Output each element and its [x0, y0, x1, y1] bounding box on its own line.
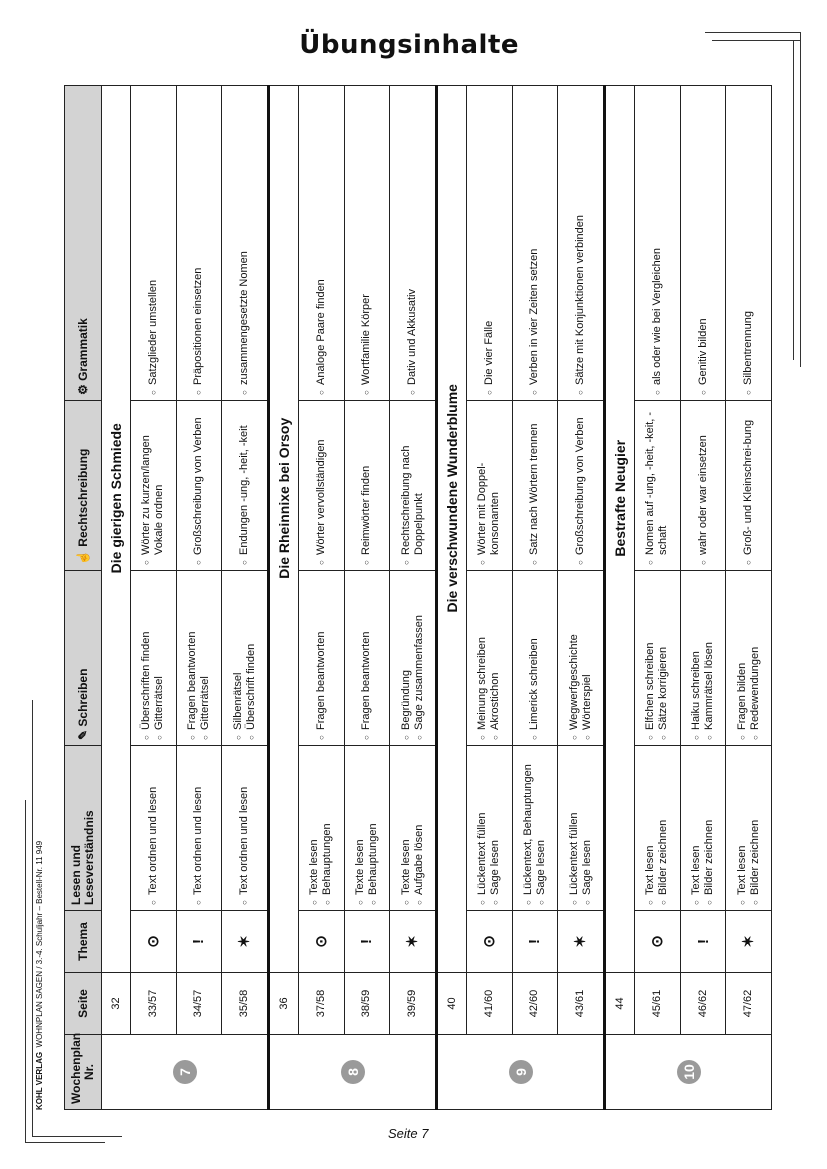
header-thema: Thema — [65, 911, 102, 973]
frame-line-top — [705, 32, 800, 33]
unit-number-cell — [437, 1035, 605, 1110]
header-grammatik: ⚙ Grammatik — [65, 86, 102, 401]
gear-icon: ⚙ — [75, 380, 90, 395]
table-row: 37/58 ⊙ ○ Texte lesen ○ Behauptungen ○ Fragen beantworten ○ Wörter vervollständigen ○ Analoge Paare finden — [299, 86, 345, 1110]
target-icon: ⊙ — [467, 911, 513, 973]
table-row: 46/62 ! ○ Text lesen ○ Bilder zeichnen ○ Haiku schreiben ○ Kammrätsel lösen ○ wahr oder war einsetzen ○ Genitiv bilden — [680, 86, 726, 1110]
unit-title: Bestrafte Neugier — [605, 86, 635, 911]
frame-line-left2 — [32, 700, 33, 1136]
table-row: 41/60 ⊙ ○ Lückentext füllen ○ Sage lesen ○ Meinung schreiben ○ Akrostichon ○ Wörter mit Doppel-konsonanten ○ Die vier Fälle — [467, 86, 513, 1110]
table-row: 38/59 ! ○ Texte lesen ○ Behauptungen ○ Fragen beantworten ○ Reimwörter finden ○ Wortfamilie Körper — [344, 86, 390, 1110]
frame-line-bottom — [32, 1136, 122, 1137]
exercise-table — [64, 85, 772, 1110]
star-icon: ✶ — [222, 911, 269, 973]
frame-line-left — [25, 800, 26, 1142]
star-icon: ✶ — [558, 911, 605, 973]
unit-number: 8 — [341, 1060, 365, 1084]
exclamation-icon: ! — [512, 911, 558, 973]
frame-line-top2 — [712, 40, 800, 41]
unit-title-row — [437, 86, 467, 1110]
page-number: Seite 7 — [388, 1126, 429, 1141]
frame-line-right2 — [800, 32, 801, 367]
exclamation-icon: ! — [344, 911, 390, 973]
page-title: Übungsinhalte — [299, 30, 519, 60]
unit-title-page: 40 — [437, 973, 467, 1035]
star-icon: ✶ — [390, 911, 437, 973]
unit-number: 7 — [173, 1060, 197, 1084]
footer — [35, 10, 44, 1110]
exclamation-icon: ! — [680, 911, 726, 973]
table-row: 34/57 ! ○ Text ordnen und lesen ○ Fragen beantworten ○ Gitterrätsel ○ Großschreibung von Verben ○ Präpositionen einsetzen — [176, 86, 222, 1110]
header-row — [65, 86, 102, 1110]
table-wrapper — [64, 86, 772, 1110]
unit-title-row — [269, 86, 299, 1110]
unit-title: Die verschwundene Wunderblume — [437, 86, 467, 911]
target-icon: ⊙ — [131, 911, 177, 973]
unit-title-row — [605, 86, 635, 1110]
table-row: 45/61 ⊙ ○ Text lesen ○ Bilder zeichnen ○ Elfchen schreiben ○ Sätze korrigieren ○ Nomen auf -ung, -heit, -keit, -schaft ○ als oder wie bei Vergleichen — [635, 86, 681, 1110]
footer-publisher: KOHL VERLAG — [35, 1051, 44, 1110]
target-icon: ⊙ — [299, 911, 345, 973]
exclamation-icon: ! — [176, 911, 222, 973]
header-wochenplan: Wochenplan Nr. — [65, 1035, 102, 1110]
frame-line-right — [793, 40, 794, 360]
unit-number-cell — [269, 1035, 437, 1110]
unit-number: 9 — [509, 1060, 533, 1084]
star-icon: ✶ — [726, 911, 772, 973]
header-rechtschreibung: ☝ Rechtschreibung — [65, 401, 102, 571]
header-schreiben: ✎ Schreiben — [65, 571, 102, 746]
table-row: 43/61 ✶ ○ Lückentext füllen ○ Sage lesen ○ Wegwerfgeschichte ○ Wörterspiel ○ Großschreibung von Verben ○ Sätze mit Konjunktionen verbinden — [558, 86, 605, 1110]
table-row: 39/59 ✶ ○ Texte lesen ○ Aufgabe lösen ○ Begründung ○ Sage zusammenfassen ○ Rechtschreibung nach Doppelpunkt ○ Dativ und Akkusativ — [390, 86, 437, 1110]
unit-title-page: 36 — [269, 973, 299, 1035]
unit-title-page: 44 — [605, 973, 635, 1035]
header-lesen: Lesen und Leseverständnis — [65, 746, 102, 911]
unit-number: 10 — [677, 1060, 701, 1084]
unit-number-cell — [102, 1035, 269, 1110]
footer-text: WOHNPLAN SAGEN / 3.-4. Schuljahr – Bestell-Nr. 11 949 — [35, 840, 44, 1048]
unit-number-cell — [605, 1035, 772, 1110]
table-row: 33/57 ⊙ ○ Text ordnen und lesen ○ Überschriften finden ○ Gitterrätsel ○ Wörter zu kurzen/langen Vokale ordnen ○ Satzglieder umstellen — [131, 86, 177, 1110]
hand-icon: ☝ — [75, 546, 90, 565]
unit-title: Die Rheinnixe bei Orsoy — [269, 86, 299, 911]
frame-line-bottom2 — [25, 1142, 105, 1143]
table-row: 35/58 ✶ ○ Text ordnen und lesen ○ Silbenrätsel ○ Überschrift finden ○ Endungen -ung, -heit, -keit ○ zusammengesetzte Nomen — [222, 86, 269, 1110]
target-icon: ⊙ — [635, 911, 681, 973]
unit-title: Die gierigen Schmiede — [102, 86, 131, 911]
table-row: 47/62 ✶ ○ Text lesen ○ Bilder zeichnen ○ Fragen bilden ○ Redewendungen ○ Groß- und Kleinschrei-bung ○ Silbentrennung — [726, 86, 772, 1110]
table-row: 42/60 ! ○ Lückentext, Behauptungen ○ Sage lesen ○ Limerick schreiben ○ Satz nach Wörtern trennen ○ Verben in vier Zeiten setzen — [512, 86, 558, 1110]
unit-title-page: 32 — [102, 973, 131, 1035]
pencil-icon: ✎ — [75, 726, 90, 740]
header-seite: Seite — [65, 973, 102, 1035]
unit-title-row — [102, 86, 131, 1110]
